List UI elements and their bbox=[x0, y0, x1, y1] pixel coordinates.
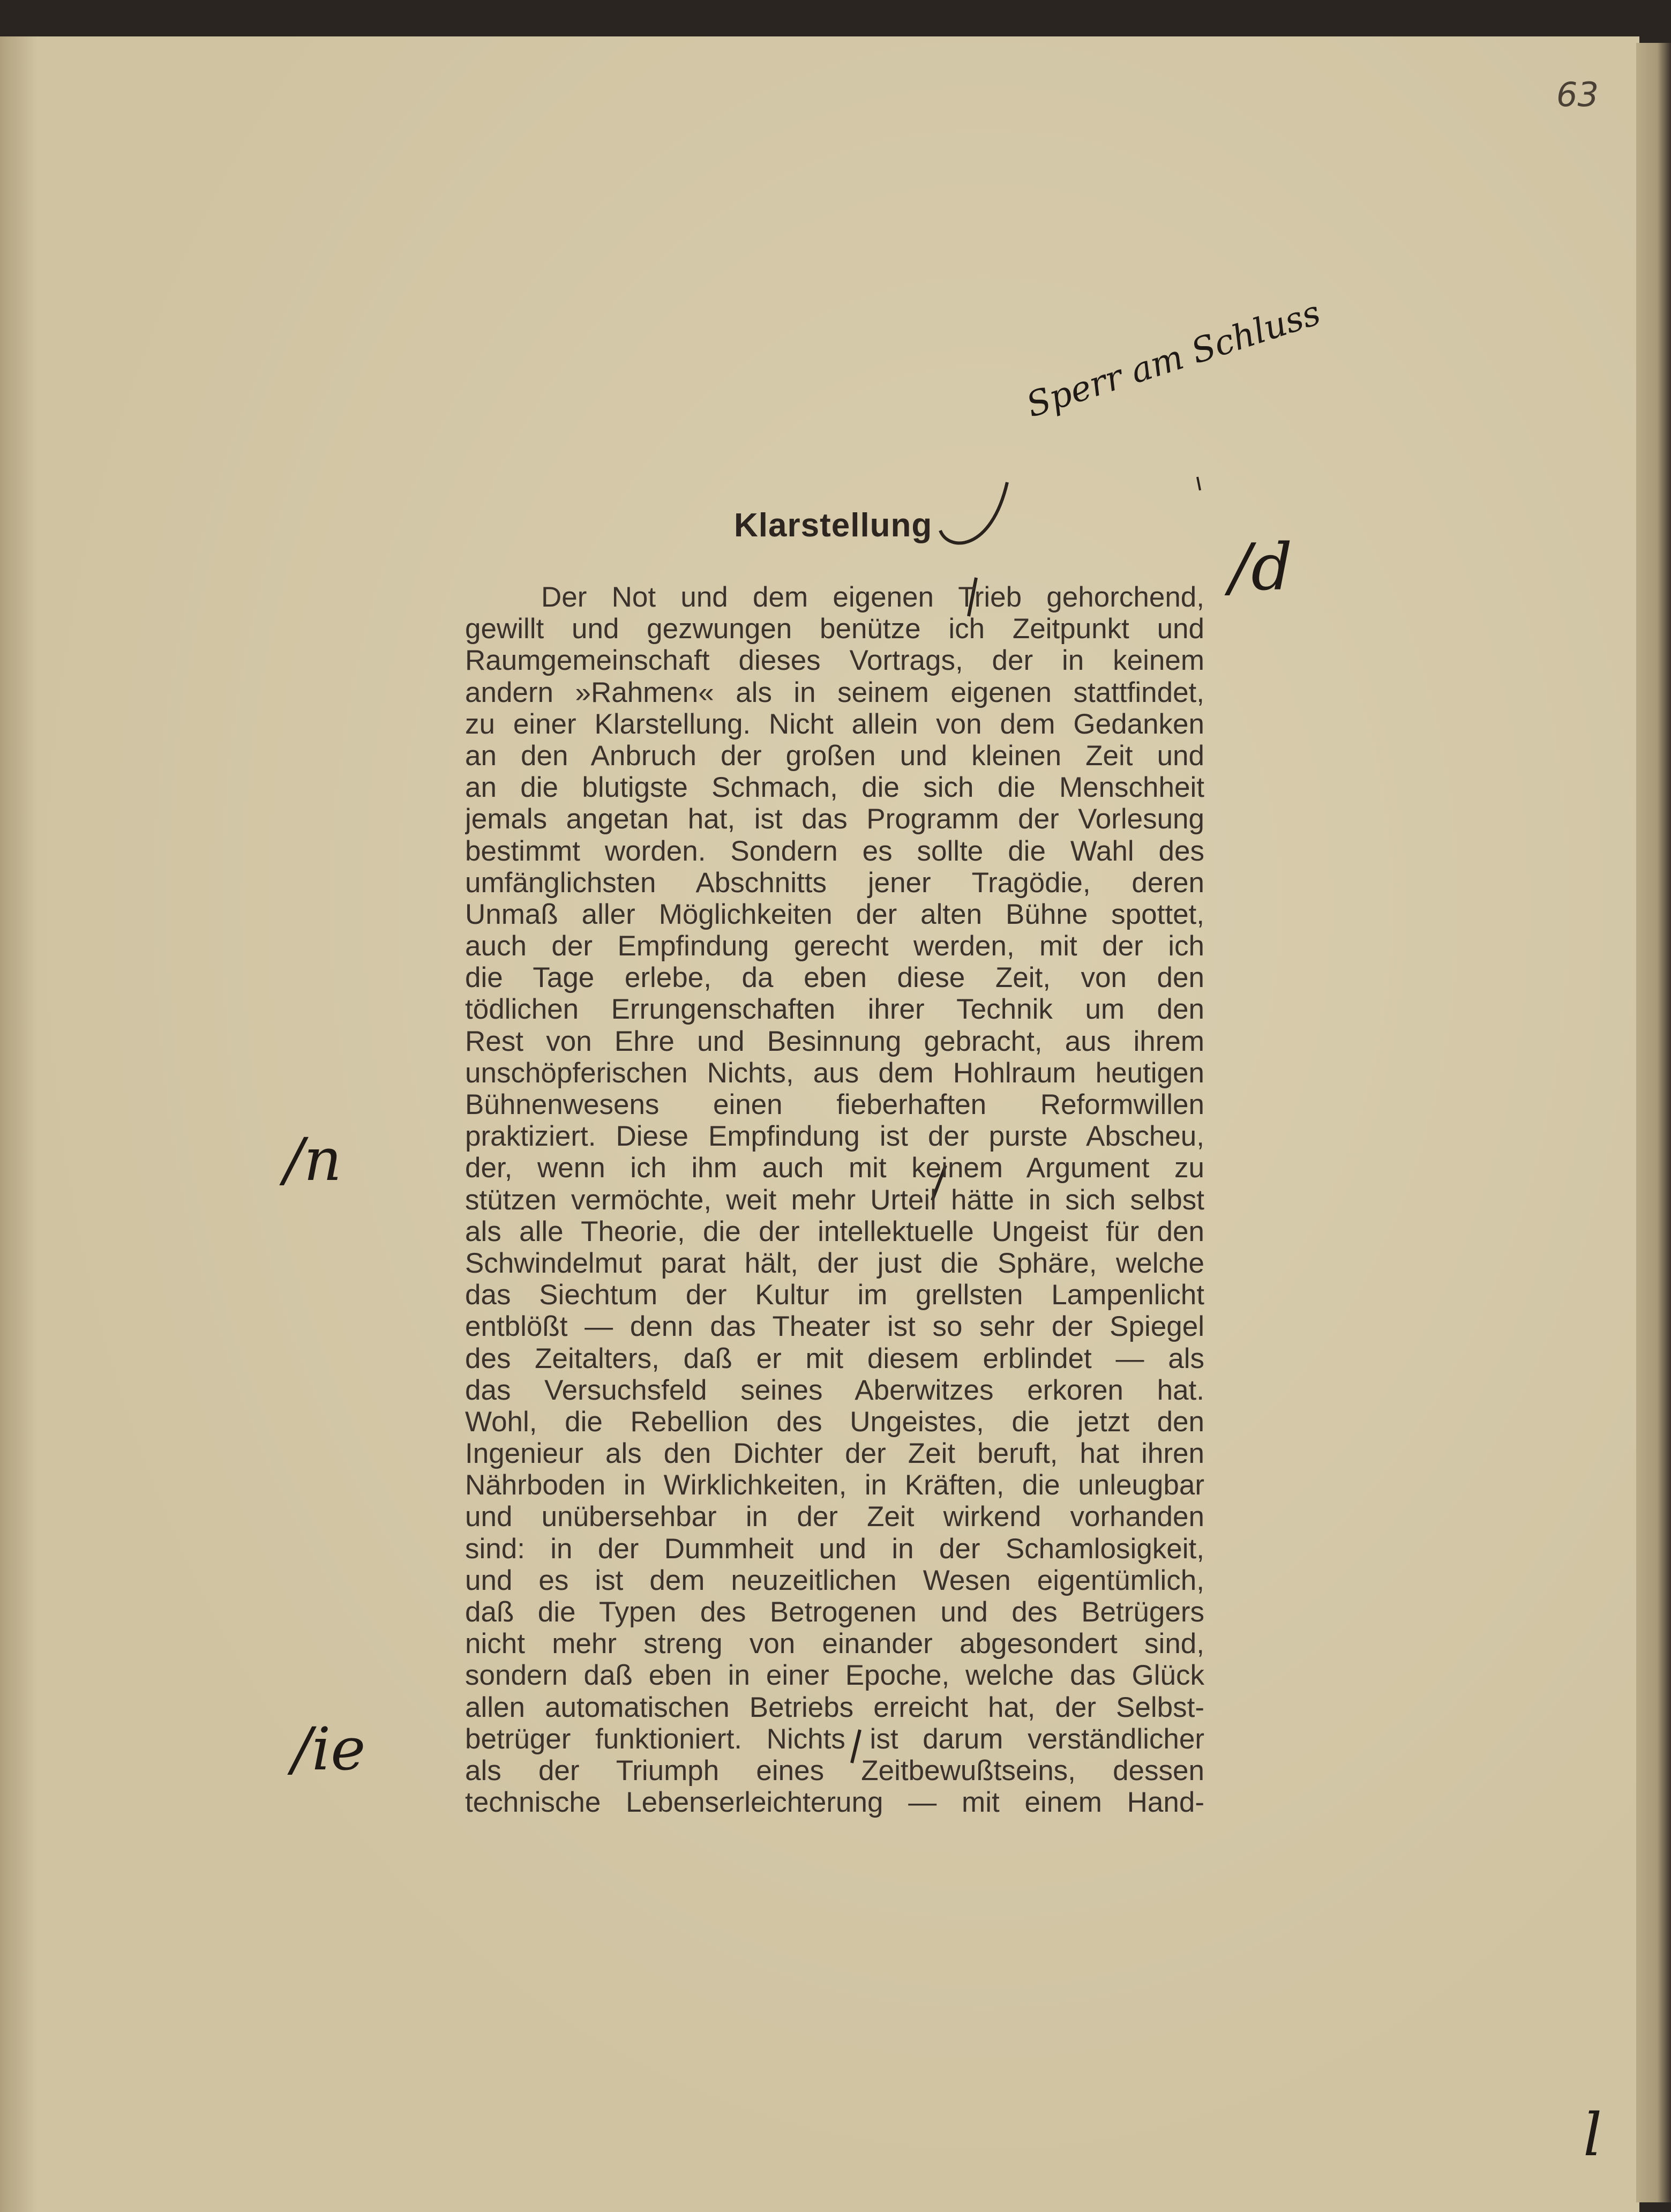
text-line: die Tage erlebe, da eben diese Zeit, von den bbox=[465, 962, 1204, 994]
text-line: tödlichen Errungenschaften ihrer Technik um den bbox=[465, 993, 1204, 1026]
handwritten-note-left-1: /n bbox=[284, 1125, 342, 1194]
text-line: Raumgemeinschaft dieses Vortrags, der in keinem bbox=[465, 645, 1204, 677]
text-line: entblößt — denn das Theater ist so sehr der Spiegel bbox=[465, 1311, 1204, 1343]
handwritten-note-top: Sperr am Schluss bbox=[1022, 293, 1325, 425]
text-line: an die blutigste Schmach, die sich die Menschheit bbox=[465, 772, 1204, 804]
text-line: Nährboden in Wirklichkeiten, in Kräften, die unleugbar bbox=[465, 1469, 1204, 1501]
handwritten-note-left-2: /ie bbox=[292, 1715, 366, 1783]
text-line: gewillt und gezwungen benütze ich Zeitpunkt und bbox=[465, 613, 1204, 645]
text-line: betrüger funktioniert. Nichts ist darum verständlicher bbox=[465, 1723, 1204, 1755]
text-line: auch der Empfindung gerecht werden, mit der ich bbox=[465, 930, 1204, 962]
text-line: unschöpferischen Nichts, aus dem Hohlraum heutigen bbox=[465, 1057, 1204, 1089]
text-line: als alle Theorie, die der intellektuelle Ungeist für den bbox=[465, 1215, 1204, 1247]
text-line: umfänglichsten Abschnitts jener Tragödie, deren bbox=[465, 866, 1204, 899]
text-line: Unmaß aller Möglichkeiten der alten Bühne spottet, bbox=[465, 898, 1204, 930]
text-line: praktiziert. Diese Empfindung ist der purste Abscheu, bbox=[465, 1120, 1204, 1153]
text-line: bestimmt worden. Sondern es sollte die Wahl des bbox=[465, 835, 1204, 867]
body-text bbox=[465, 581, 1204, 1818]
text-line: allen automatischen Betriebs erreicht hat, der Selbst- bbox=[465, 1691, 1204, 1723]
text-line: zu einer Klarstellung. Nicht allein von dem Gedanken bbox=[465, 708, 1204, 740]
handwritten-tick bbox=[1197, 477, 1200, 490]
text-line: und unübersehbar in der Zeit wirkend vorhanden bbox=[465, 1501, 1204, 1533]
text-line: des Zeitalters, daß er mit diesem erblindet — als bbox=[465, 1342, 1204, 1374]
text-line: der, wenn ich ihm auch mit keinem Argument zu bbox=[465, 1152, 1204, 1184]
text-line: stützen vermöchte, weit mehr Urteil hätte in sich selbst bbox=[465, 1184, 1204, 1216]
text-line: Bühnenwesens einen fieberhaften Reformwillen bbox=[465, 1089, 1204, 1120]
text-line: Wohl, die Rebellion des Ungeistes, die jetzt den bbox=[465, 1406, 1204, 1438]
document-title: Klarstellung bbox=[734, 507, 933, 544]
handwritten-note-right: /d bbox=[1230, 530, 1293, 605]
page-number: 63 bbox=[1556, 75, 1599, 114]
text-line: das Versuchsfeld seines Aberwitzes erkoren hat. bbox=[465, 1374, 1204, 1406]
text-line: an den Anbruch der großen und kleinen Zeit und bbox=[465, 739, 1204, 772]
text-line: das Siechtum der Kultur im grellsten Lampenlicht bbox=[465, 1279, 1204, 1311]
text-line: andern »Rahmen« als in seinem eigenen stattfindet, bbox=[465, 676, 1204, 708]
text-line: sind: in der Dummheit und in der Schamlosigkeit, bbox=[465, 1533, 1204, 1565]
handwritten-note-bottom: l bbox=[1583, 2101, 1602, 2169]
text-line: jemals angetan hat, ist das Programm der Vorlesung bbox=[465, 803, 1204, 835]
text-line: und es ist dem neuzeitlichen Wesen eigentümlich, bbox=[465, 1564, 1204, 1596]
text-line: Der Not und dem eigenen Trieb gehorchend, bbox=[541, 581, 1204, 613]
text-line: sondern daß eben in einer Epoche, welche das Glück bbox=[465, 1660, 1204, 1692]
text-line: Schwindelmut parat hält, der just die Sphäre, welche bbox=[465, 1247, 1204, 1279]
text-line: als der Triumph eines Zeitbewußtseins, dessen bbox=[465, 1754, 1204, 1787]
text-line: daß die Typen des Betrogenen und des Betrügers bbox=[465, 1596, 1204, 1628]
text-line: Ingenieur als den Dichter der Zeit beruft, hat ihren bbox=[465, 1438, 1204, 1470]
handwritten-title-swoop bbox=[940, 482, 1007, 543]
text-line: nicht mehr streng von einander abgesondert sind, bbox=[465, 1628, 1204, 1660]
text-line: Rest von Ehre und Besinnung gebracht, aus ihrem bbox=[465, 1025, 1204, 1057]
text-line: technische Lebenserleichterung — mit einem Hand- bbox=[465, 1787, 1204, 1819]
